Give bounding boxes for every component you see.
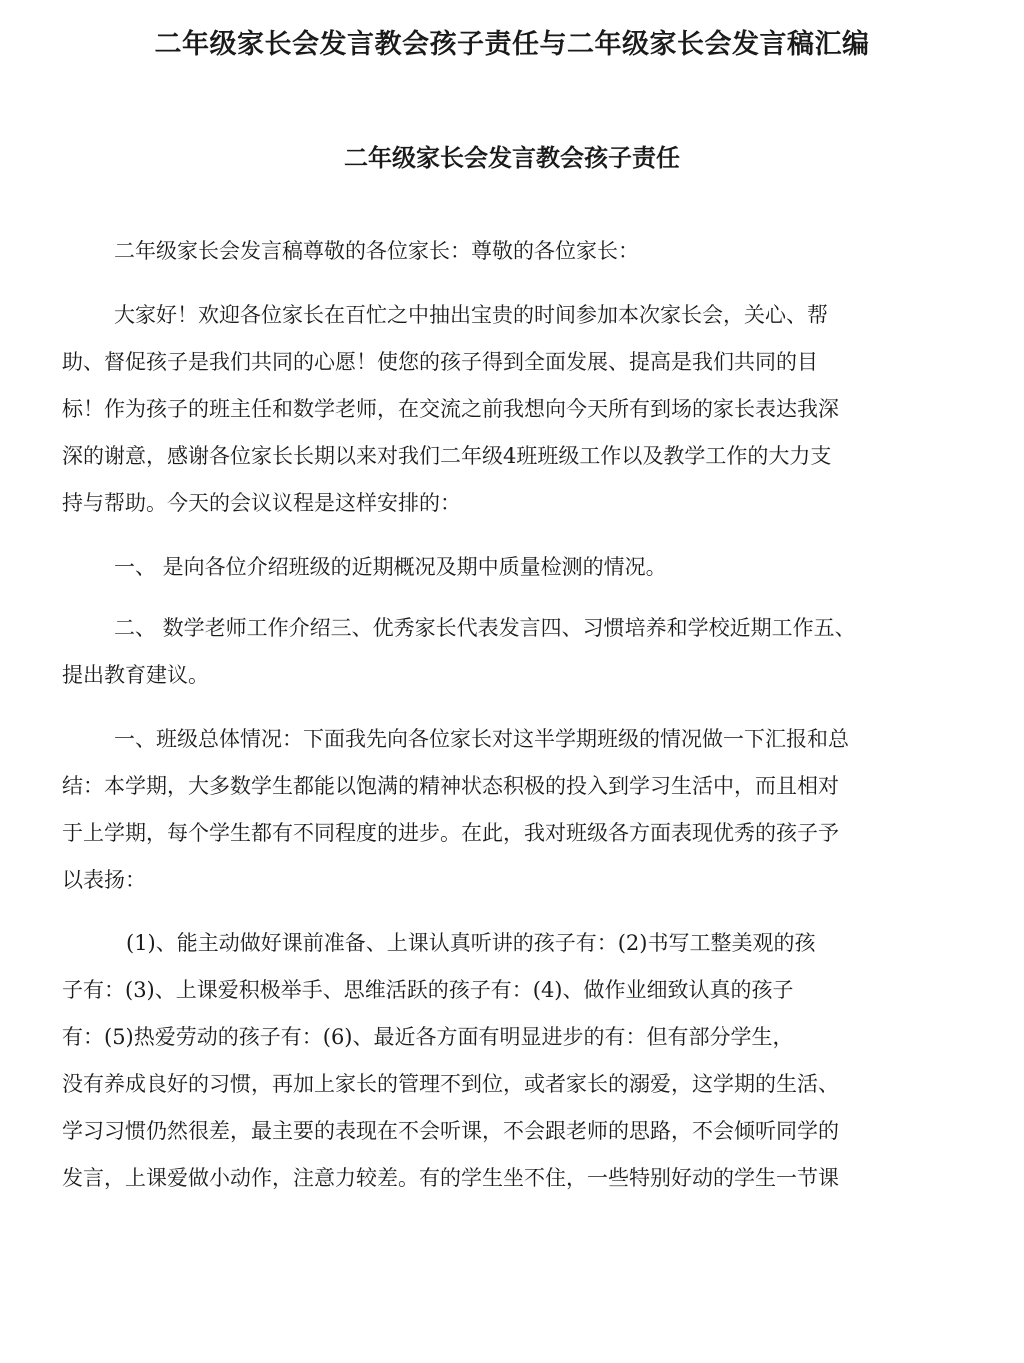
agenda-item-1-text: 一、 是向各位介绍班级的近期概况及期中质量检测的情况。 — [114, 555, 667, 579]
intro-line-4: 深的谢意，感谢各位家长长期以来对我们二年级4班班级工作以及教学工作的大力支 — [62, 444, 832, 468]
greeting-text: 二年级家长会发言稿尊敬的各位家长：尊敬的各位家长： — [114, 239, 639, 263]
section-title: 二年级家长会发言教会孩子责任 — [344, 144, 680, 172]
agenda-item-2 — [62, 605, 902, 699]
class-overview-line-4: 以表扬： — [62, 868, 146, 892]
praise-line-4: 没有养成良好的习惯，再加上家长的管理不到位，或者家长的溺爱，这学期的生活、 — [62, 1072, 839, 1096]
class-overview-paragraph — [62, 716, 902, 904]
intro-line-2: 助、督促孩子是我们共同的心愿！使您的孩子得到全面发展、提高是我们共同的目 — [62, 350, 818, 374]
intro-line-5: 持与帮助。今天的会议议程是这样安排的： — [62, 491, 461, 515]
intro-line-3: 标！作为孩子的班主任和数学老师，在交流之前我想向今天所有到场的家长表达我深 — [62, 397, 839, 421]
class-overview-line-2: 结：本学期，大多数学生都能以饱满的精神状态积极的投入到学习生活中，而且相对 — [62, 774, 839, 798]
praise-paragraph — [62, 920, 902, 1202]
praise-line-6: 发言，上课爱做小动作，注意力较差。有的学生坐不住，一些特别好动的学生一节课 — [62, 1166, 839, 1190]
praise-line-1: (1)、能主动做好课前准备、上课认真听讲的孩子有：(2)书写工整美观的孩 — [126, 931, 816, 955]
agenda-item-2-line-1: 二、 数学老师工作介绍三、优秀家长代表发言四、习惯培养和学校近期工作五、 — [114, 616, 856, 640]
intro-line-1: 大家好！欢迎各位家长在百忙之中抽出宝贵的时间参加本次家长会，关心、帮 — [114, 303, 828, 327]
agenda-item-1 — [62, 544, 902, 591]
class-overview-line-1: 一、班级总体情况：下面我先向各位家长对这半学期班级的情况做一下汇报和总 — [114, 727, 849, 751]
agenda-item-2-line-2: 提出教育建议。 — [62, 663, 209, 687]
intro-paragraph — [62, 292, 902, 527]
class-overview-line-3: 于上学期，每个学生都有不同程度的进步。在此，我对班级各方面表现优秀的孩子予 — [62, 821, 839, 845]
praise-line-3: 有：(5)热爱劳动的孩子有：(6)、最近各方面有明显进步的有：但有部分学生， — [62, 1025, 794, 1049]
praise-line-2: 子有：(3)、上课爱积极举手、思维活跃的孩子有：(4)、做作业细致认真的孩子 — [62, 978, 794, 1002]
document-title: 二年级家长会发言教会孩子责任与二年级家长会发言稿汇编 — [154, 29, 870, 60]
greeting-paragraph — [62, 228, 902, 275]
praise-line-5: 学习习惯仍然很差，最主要的表现在不会听课，不会跟老师的思路，不会倾听同学的 — [62, 1119, 839, 1143]
